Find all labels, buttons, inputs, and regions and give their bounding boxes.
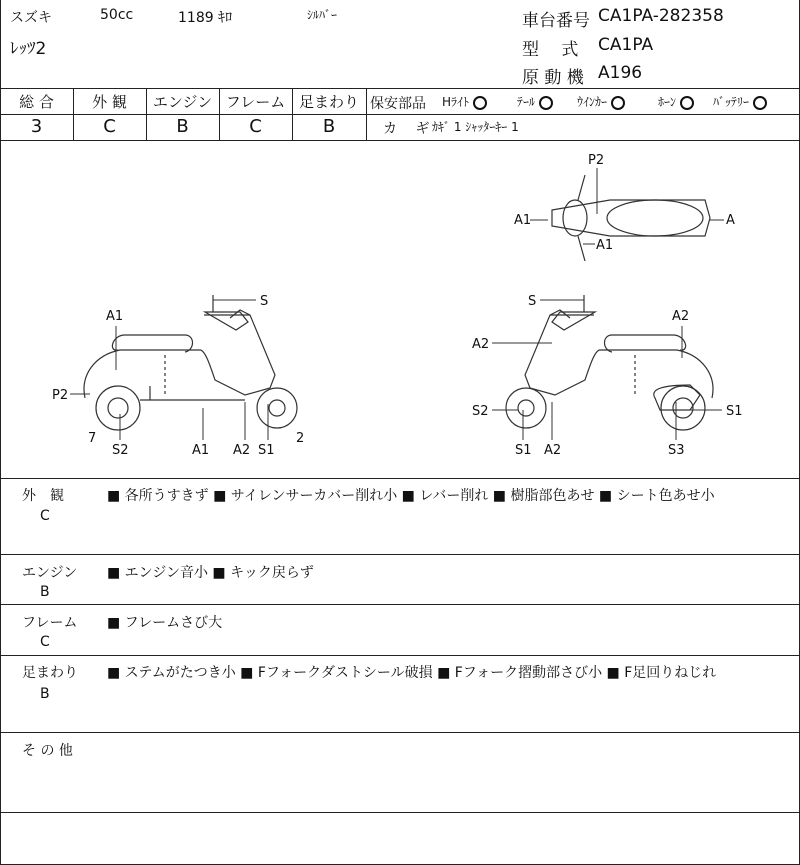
key-label: カ ギ [383, 121, 430, 137]
remark-suspension-text: ■ ステムがたつき小 ■ Fフォークダストシール破損 ■ Fフォーク摺動部さび小 ■ F足回りねじれ [107, 665, 717, 681]
type-label: 型 式 [522, 40, 579, 60]
remark-exterior-grade: C [40, 508, 50, 524]
suspension-grade: B [322, 116, 336, 137]
color: ｼﾙﾊﾞｰ [307, 8, 338, 22]
diagram-label: 7 [88, 431, 97, 446]
diagram-label: A2 [472, 337, 490, 352]
diagram-label: S2 [112, 443, 129, 458]
diagram-label: S [260, 294, 269, 309]
maker: スズキ [10, 10, 52, 26]
engine-model: A196 [598, 63, 643, 83]
ok-mark-icon [611, 96, 625, 110]
diagram-label: S [528, 294, 537, 309]
overall-label: 総 合 [19, 93, 54, 111]
safety-parts-label: 保安部品 [370, 96, 426, 112]
part-tail: ﾃｰﾙ [517, 93, 553, 110]
ok-mark-icon [753, 96, 767, 110]
diagram-label: 2 [296, 431, 305, 446]
frame-no-label: 車台番号 [522, 11, 590, 31]
diagram-label: S1 [258, 443, 275, 458]
overall-grade: 3 [30, 116, 43, 137]
remark-suspension-grade: B [40, 686, 50, 702]
diagram-label: P2 [588, 153, 605, 168]
exterior-label: 外 観 [92, 93, 127, 111]
mileage: 1189 ｷﾛ [178, 10, 233, 26]
diagram-label: A2 [544, 443, 562, 458]
diagram-label: S1 [515, 443, 532, 458]
engine-label: エンジン [152, 93, 213, 111]
frame-no: CA1PA-282358 [598, 6, 724, 26]
remark-engine-grade: B [40, 584, 50, 600]
engine-grade: B [176, 116, 189, 137]
remark-frame-label: フレーム [22, 615, 78, 631]
frame-label: フレーム [225, 93, 286, 111]
leader-lines [70, 168, 724, 440]
diagram-label: A [726, 213, 735, 228]
displacement: 50cc [100, 7, 134, 23]
diagram-label: A2 [233, 443, 251, 458]
ok-mark-icon [680, 96, 694, 110]
diagram-label: A1 [106, 309, 124, 324]
diagram-label: S2 [472, 404, 489, 419]
part-horn: ﾎｰﾝ [658, 93, 694, 110]
diagram-label: S3 [668, 443, 685, 458]
top-view-body [552, 200, 710, 236]
diagram-label: A1 [192, 443, 210, 458]
diagram-label: A2 [672, 309, 690, 324]
remark-engine-label: エンジン [22, 565, 78, 581]
remark-frame-text: ■ フレームさび大 [107, 615, 223, 631]
remark-suspension-label: 足まわり [22, 665, 78, 681]
remark-exterior-label: 外 観 [22, 488, 64, 504]
diagram-label: P2 [52, 388, 69, 403]
frame-grade: C [249, 116, 262, 137]
diagram-label: A1 [514, 213, 532, 228]
diagram-label: A1 [596, 238, 614, 253]
remark-exterior-text: ■ 各所うすきず ■ サイレンサーカバー削れ小 ■ レバー削れ ■ 樹脂部色あせ ■ シート色あせ小 [107, 488, 715, 504]
model-name: ﾚｯﾂ2 [10, 39, 47, 59]
diagram-label: S1 [726, 404, 743, 419]
part-headlight: Hﾗｲﾄ [442, 93, 487, 110]
engine-model-label: 原 動 機 [522, 68, 584, 88]
ok-mark-icon [473, 96, 487, 110]
damage-diagram [0, 140, 800, 478]
part-battery: ﾊﾞｯﾃﾘｰ [713, 93, 767, 110]
exterior-grade: C [103, 116, 116, 137]
remark-frame-grade: C [40, 634, 50, 650]
ok-mark-icon [539, 96, 553, 110]
part-winker: ｳｲﾝｶｰ [577, 93, 625, 110]
suspension-label: 足まわり [298, 93, 359, 111]
remark-other-label: そ の 他 [22, 743, 73, 759]
top-view-seat [607, 200, 703, 236]
key-value: ｶｷﾞ 1 ｼｬｯﾀｰｷｰ 1 [432, 120, 519, 134]
remark-engine-text: ■ エンジン音小 ■ キック戻らず [107, 565, 314, 581]
type-value: CA1PA [598, 35, 654, 55]
top-view-front [563, 200, 587, 236]
